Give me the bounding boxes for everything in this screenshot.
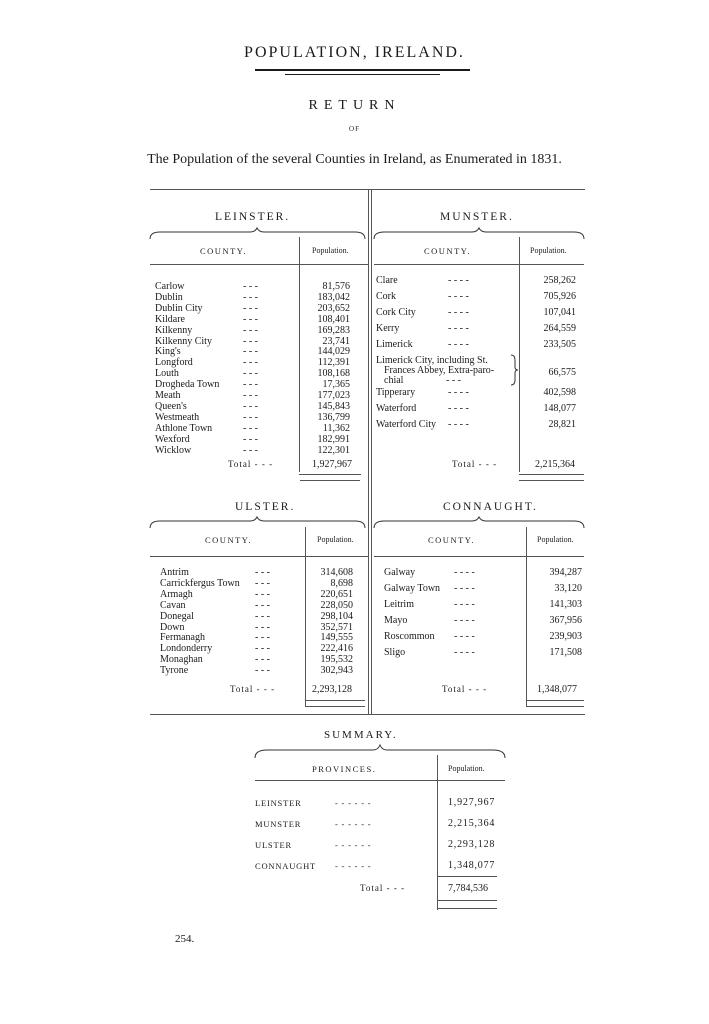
leinster-title: LEINSTER. [215, 211, 291, 223]
summary-leader: - - - - - - [335, 819, 372, 829]
summary-provinces-header: PROVINCES. [312, 764, 377, 774]
connaught-value-row [526, 647, 582, 659]
leinster-population: 145,843 [317, 400, 350, 412]
connaught-header-rule [374, 556, 584, 557]
summary-leader: - - - - - - [335, 798, 372, 808]
ulster-county-name: Monaghan [160, 654, 203, 666]
summary-province-name: CONNAUGHT [255, 861, 317, 871]
ulster-population: 314,608 [320, 567, 353, 578]
ulster-total: 2,293,128 [312, 684, 352, 695]
ulster-population: 8,698 [330, 577, 353, 589]
leinster-county-name: Kildare [155, 313, 185, 325]
leinster-county-name: Westmeath [155, 411, 200, 423]
connaught-row [384, 599, 519, 611]
leinster-population: 11,362 [322, 422, 350, 434]
leinster-leader: - - - [243, 368, 258, 380]
summary-leader: - - - - - - [335, 840, 372, 850]
ulster-row [160, 632, 362, 644]
munster-county-name: Clare [376, 275, 398, 286]
leinster-row [155, 368, 360, 380]
munster-row [376, 275, 580, 287]
leinster-population: 183,042 [317, 291, 350, 303]
connaught-row [384, 647, 519, 659]
ulster-row [160, 611, 362, 623]
header-rule-thin [285, 74, 440, 75]
leinster-leader: - - - [243, 379, 258, 391]
leinster-row [155, 357, 360, 369]
ulster-county-name: Tyrone [160, 665, 189, 677]
connaught-leader: - - - - [454, 567, 475, 578]
summary-title: SUMMARY. [324, 729, 398, 741]
connaught-total-label: Total - - - [442, 684, 488, 694]
connaught-value-row [526, 615, 582, 627]
leinster-county-name: Carlow [155, 281, 185, 292]
leinster-county-name: Dublin City [155, 302, 203, 314]
ulster-row [160, 567, 362, 579]
leinster-row [155, 281, 360, 293]
section-rule-bottom [150, 714, 585, 715]
ulster-county-name: Donegal [160, 610, 194, 622]
leinster-county-name: Queen's [155, 400, 187, 412]
leinster-population: 136,799 [317, 411, 350, 423]
leinster-county-name: King's [155, 346, 181, 358]
leinster-population: 177,023 [317, 390, 350, 401]
leinster-county-name: Dublin [155, 291, 183, 303]
munster-total-label: Total - - - [452, 459, 498, 469]
return-heading: RETURN [308, 98, 401, 113]
munster-population: 66,575 [548, 367, 576, 378]
total-word: Total [230, 684, 254, 694]
ulster-row [160, 622, 362, 634]
summary-province-name: ULSTER [255, 840, 292, 850]
leinster-leader: - - - [243, 400, 258, 412]
ulster-brace [150, 517, 365, 529]
leinster-leader: - - - [243, 422, 258, 434]
munster-population: 28,821 [548, 419, 576, 430]
document-subtitle: The Population of the several Counties in Ireland, as Enumerated in 1831. [147, 152, 562, 167]
ulster-leader: - - - [255, 621, 270, 633]
leinster-population: 144,029 [317, 346, 350, 358]
munster-leader: - - - - [448, 307, 469, 318]
leinster-leader: - - - [243, 324, 258, 336]
ulster-population: 228,050 [320, 599, 353, 611]
leinster-population: 169,283 [317, 324, 350, 336]
leinster-row [155, 401, 360, 413]
ulster-population: 352,571 [320, 621, 353, 633]
ulster-population: 222,416 [320, 643, 353, 655]
leinster-row [155, 423, 360, 435]
munster-population-header: Population. [530, 246, 567, 255]
summary-province-name: MUNSTER [255, 819, 302, 829]
connaught-leader: - - - - [454, 583, 475, 594]
munster-county-name: Frances Abbey, Extra-paro- [384, 365, 495, 376]
ulster-leader: - - - [255, 610, 270, 622]
connaught-row [384, 567, 519, 579]
ulster-population: 195,532 [320, 654, 353, 666]
total-word: Total [228, 459, 252, 469]
munster-row [376, 323, 580, 335]
summary-row [255, 834, 505, 856]
ulster-total-rule-2 [305, 706, 365, 707]
leinster-brace [150, 228, 365, 240]
summary-total-rule [437, 900, 497, 901]
summary-table [255, 792, 505, 882]
leinster-header-rule [150, 264, 368, 265]
summary-brace [255, 745, 505, 759]
munster-limerick-brace [510, 354, 518, 386]
ulster-leader: - - - [255, 567, 270, 578]
connaught-brace [374, 517, 584, 529]
connaught-value-row [526, 631, 582, 643]
munster-county-header: COUNTY. [424, 246, 471, 256]
connaught-leader: - - - - [454, 615, 475, 626]
leinster-population: 112,391 [317, 357, 350, 369]
leinster-population: 81,576 [322, 281, 350, 292]
connaught-leader: - - - - [454, 599, 475, 610]
leinster-population: 108,401 [317, 313, 350, 325]
leinster-county-name: Kilkenny City [155, 335, 212, 347]
ulster-row [160, 654, 362, 666]
munster-county-name: Tipperary [376, 387, 416, 398]
munster-county-name: Waterford [376, 403, 417, 414]
munster-leader: - - - - [448, 275, 469, 286]
ulster-total-label: Total - - - [230, 684, 276, 694]
connaught-value-row [526, 567, 582, 579]
leinster-leader: - - - [243, 346, 258, 358]
connaught-value-row [526, 599, 582, 611]
munster-row [376, 339, 580, 351]
leinster-leader: - - - [243, 357, 258, 369]
connaught-county-name: Leitrim [384, 599, 414, 610]
ulster-county-header: COUNTY. [205, 535, 252, 545]
munster-row [376, 367, 580, 379]
ulster-row [160, 665, 362, 677]
munster-table [376, 275, 580, 465]
munster-county-name: Cork [376, 291, 396, 302]
ulster-county-name: Antrim [160, 567, 189, 578]
summary-population: 2,293,128 [448, 839, 496, 850]
ulster-county-name: Armagh [160, 588, 193, 600]
connaught-population: 367,956 [549, 615, 582, 626]
munster-row [376, 419, 580, 431]
munster-row [376, 403, 580, 415]
ulster-population: 298,104 [320, 610, 353, 622]
summary-leader: - - - - - - [335, 861, 372, 871]
summary-population: 1,348,077 [448, 860, 496, 871]
page-number: 254. [175, 933, 195, 945]
leinster-leader: - - - [243, 281, 258, 292]
connaught-population: 394,287 [549, 567, 582, 578]
leinster-population: 23,741 [322, 335, 350, 347]
leinster-county-name: Louth [155, 368, 179, 380]
munster-leader: - - - [446, 375, 461, 386]
leinster-row [155, 336, 360, 348]
ulster-population-header: Population. [317, 535, 354, 544]
ulster-county-name: Londonderry [160, 643, 213, 655]
leinster-population: 182,991 [317, 433, 350, 445]
ulster-leader: - - - [255, 643, 270, 655]
connaught-leader: - - - - [454, 647, 475, 658]
connaught-county-name: Sligo [384, 647, 406, 658]
ulster-total-rule [305, 700, 365, 701]
summary-total-rule-2 [437, 908, 497, 909]
center-divider-2 [371, 189, 372, 714]
munster-row [376, 307, 580, 319]
leinster-county-name: Athlone Town [155, 422, 213, 434]
section-rule-mid-left [300, 480, 360, 481]
leinster-population: 108,168 [317, 368, 350, 380]
connaught-population: 171,508 [549, 647, 582, 658]
connaught-county-name: Galway Town [384, 583, 441, 594]
munster-county-name: Kerry [376, 323, 400, 334]
leinster-population: 122,301 [317, 444, 350, 456]
summary-sum-rule [437, 876, 497, 877]
munster-total: 2,215,364 [535, 459, 575, 470]
leinster-table [155, 281, 360, 471]
page-header: POPULATION, IRELAND. [244, 44, 465, 61]
munster-population: 107,041 [543, 307, 576, 318]
leinster-leader: - - - [243, 302, 258, 314]
connaught-total-rule-2 [526, 706, 584, 707]
summary-row [255, 855, 505, 877]
ulster-population: 302,943 [320, 665, 353, 677]
connaught-population: 141,303 [549, 599, 582, 610]
munster-county-name: Limerick City, including St. [376, 355, 488, 366]
leinster-row [155, 346, 360, 358]
leinster-leader: - - - [243, 390, 258, 401]
ulster-county-name: Cavan [160, 599, 186, 611]
connaught-title: CONNAUGHT. [443, 501, 538, 513]
ulster-county-name: Fermanagh [160, 632, 205, 644]
ulster-row [160, 643, 362, 655]
leinster-population: 17,365 [322, 379, 350, 391]
summary-total-label: Total - - - [360, 883, 406, 893]
connaught-total: 1,348,077 [537, 684, 577, 695]
leinster-leader: - - - [243, 291, 258, 303]
munster-leader: - - - - [448, 291, 469, 302]
connaught-county-name: Mayo [384, 615, 408, 626]
connaught-row [384, 615, 519, 627]
leinster-leader: - - - [243, 335, 258, 347]
header-rule-thick [255, 69, 470, 71]
ulster-row [160, 578, 362, 590]
summary-row [255, 792, 505, 814]
connaught-value-row [526, 583, 582, 595]
leinster-row [155, 412, 360, 424]
ulster-leader: - - - [255, 599, 270, 611]
leinster-county-name: Wexford [155, 433, 190, 445]
leinster-row [155, 303, 360, 315]
munster-row [376, 387, 580, 399]
munster-title: MUNSTER. [440, 211, 514, 223]
ulster-county-name: Down [160, 621, 185, 633]
munster-county-name: Waterford City [376, 419, 437, 430]
ulster-leader: - - - [255, 632, 270, 644]
total-word: Total [360, 883, 384, 893]
leinster-county-name: Drogheda Town [155, 379, 220, 391]
leinster-leader: - - - [243, 313, 258, 325]
connaught-leader: - - - - [454, 631, 475, 642]
total-word: Total [452, 459, 476, 469]
leinster-county-name: Longford [155, 357, 193, 369]
munster-county-name: chial [384, 375, 404, 386]
leinster-total: 1,927,967 [312, 459, 352, 470]
ulster-population: 149,555 [320, 632, 353, 644]
munster-total-rule [519, 474, 584, 475]
munster-leader: - - - - [448, 419, 469, 430]
connaught-county-name: Roscommon [384, 631, 435, 642]
munster-population: 705,926 [543, 291, 576, 302]
connaught-row [384, 631, 519, 643]
munster-leader: - - - - [448, 403, 469, 414]
munster-county-name: Cork City [376, 307, 416, 318]
ulster-leader: - - - [255, 577, 270, 589]
leinster-county-header: COUNTY. [200, 246, 247, 256]
leinster-total-rule [299, 474, 361, 475]
leinster-row [155, 325, 360, 337]
connaught-values [526, 567, 582, 667]
leinster-county-name: Wicklow [155, 444, 192, 456]
summary-province-name: LEINSTER [255, 798, 302, 808]
munster-population: 148,077 [543, 403, 576, 414]
ulster-title: ULSTER. [235, 501, 296, 513]
leinster-row [155, 314, 360, 326]
connaught-row [384, 583, 519, 595]
ulster-leader: - - - [255, 665, 270, 677]
leinster-row [155, 445, 360, 457]
leinster-leader: - - - [243, 433, 258, 445]
summary-row [255, 813, 505, 835]
ulster-row [160, 600, 362, 612]
leinster-leader: - - - [243, 444, 258, 456]
munster-population: 264,559 [543, 323, 576, 334]
connaught-population: 33,120 [554, 583, 582, 594]
leinster-row [155, 292, 360, 304]
munster-population: 258,262 [543, 275, 576, 286]
section-rule-mid-right [519, 480, 584, 481]
munster-brace [374, 228, 584, 240]
leinster-county-name: Meath [155, 390, 181, 401]
leinster-population-header: Population. [312, 246, 349, 255]
munster-row [376, 291, 580, 303]
leinster-row [155, 434, 360, 446]
ulster-leader: - - - [255, 588, 270, 600]
ulster-header-rule [150, 556, 368, 557]
leinster-row [155, 379, 360, 391]
ulster-county-name: Carrickfergus Town [160, 577, 240, 589]
connaught-population: 239,903 [549, 631, 582, 642]
leinster-total-label: Total - - - [228, 459, 274, 469]
summary-population-header: Population. [448, 764, 485, 773]
leinster-leader: - - - [243, 411, 258, 423]
summary-header-rule [255, 780, 505, 781]
summary-total: 7,784,536 [448, 883, 488, 894]
leinster-population: 203,652 [317, 302, 350, 314]
of-word: OF [349, 125, 360, 133]
center-divider [368, 189, 369, 714]
ulster-leader: - - - [255, 654, 270, 666]
ulster-table [160, 567, 362, 687]
connaught-population-header: Population. [537, 535, 574, 544]
munster-population: 402,598 [543, 387, 576, 398]
connaught-county-header: COUNTY. [428, 535, 475, 545]
munster-header-rule [374, 264, 584, 265]
munster-leader: - - - - [448, 323, 469, 334]
munster-leader: - - - - [448, 339, 469, 350]
ulster-row [160, 589, 362, 601]
ulster-population: 220,651 [320, 588, 353, 600]
total-word: Total [442, 684, 466, 694]
munster-county-name: Limerick [376, 339, 413, 350]
summary-population: 1,927,967 [448, 797, 496, 808]
connaught-table [384, 567, 519, 667]
munster-population: 233,505 [543, 339, 576, 350]
connaught-total-rule [526, 700, 584, 701]
connaught-county-name: Galway [384, 567, 416, 578]
munster-leader: - - - - [448, 387, 469, 398]
leinster-row [155, 390, 360, 402]
summary-population: 2,215,364 [448, 818, 496, 829]
leinster-county-name: Kilkenny [155, 324, 193, 336]
